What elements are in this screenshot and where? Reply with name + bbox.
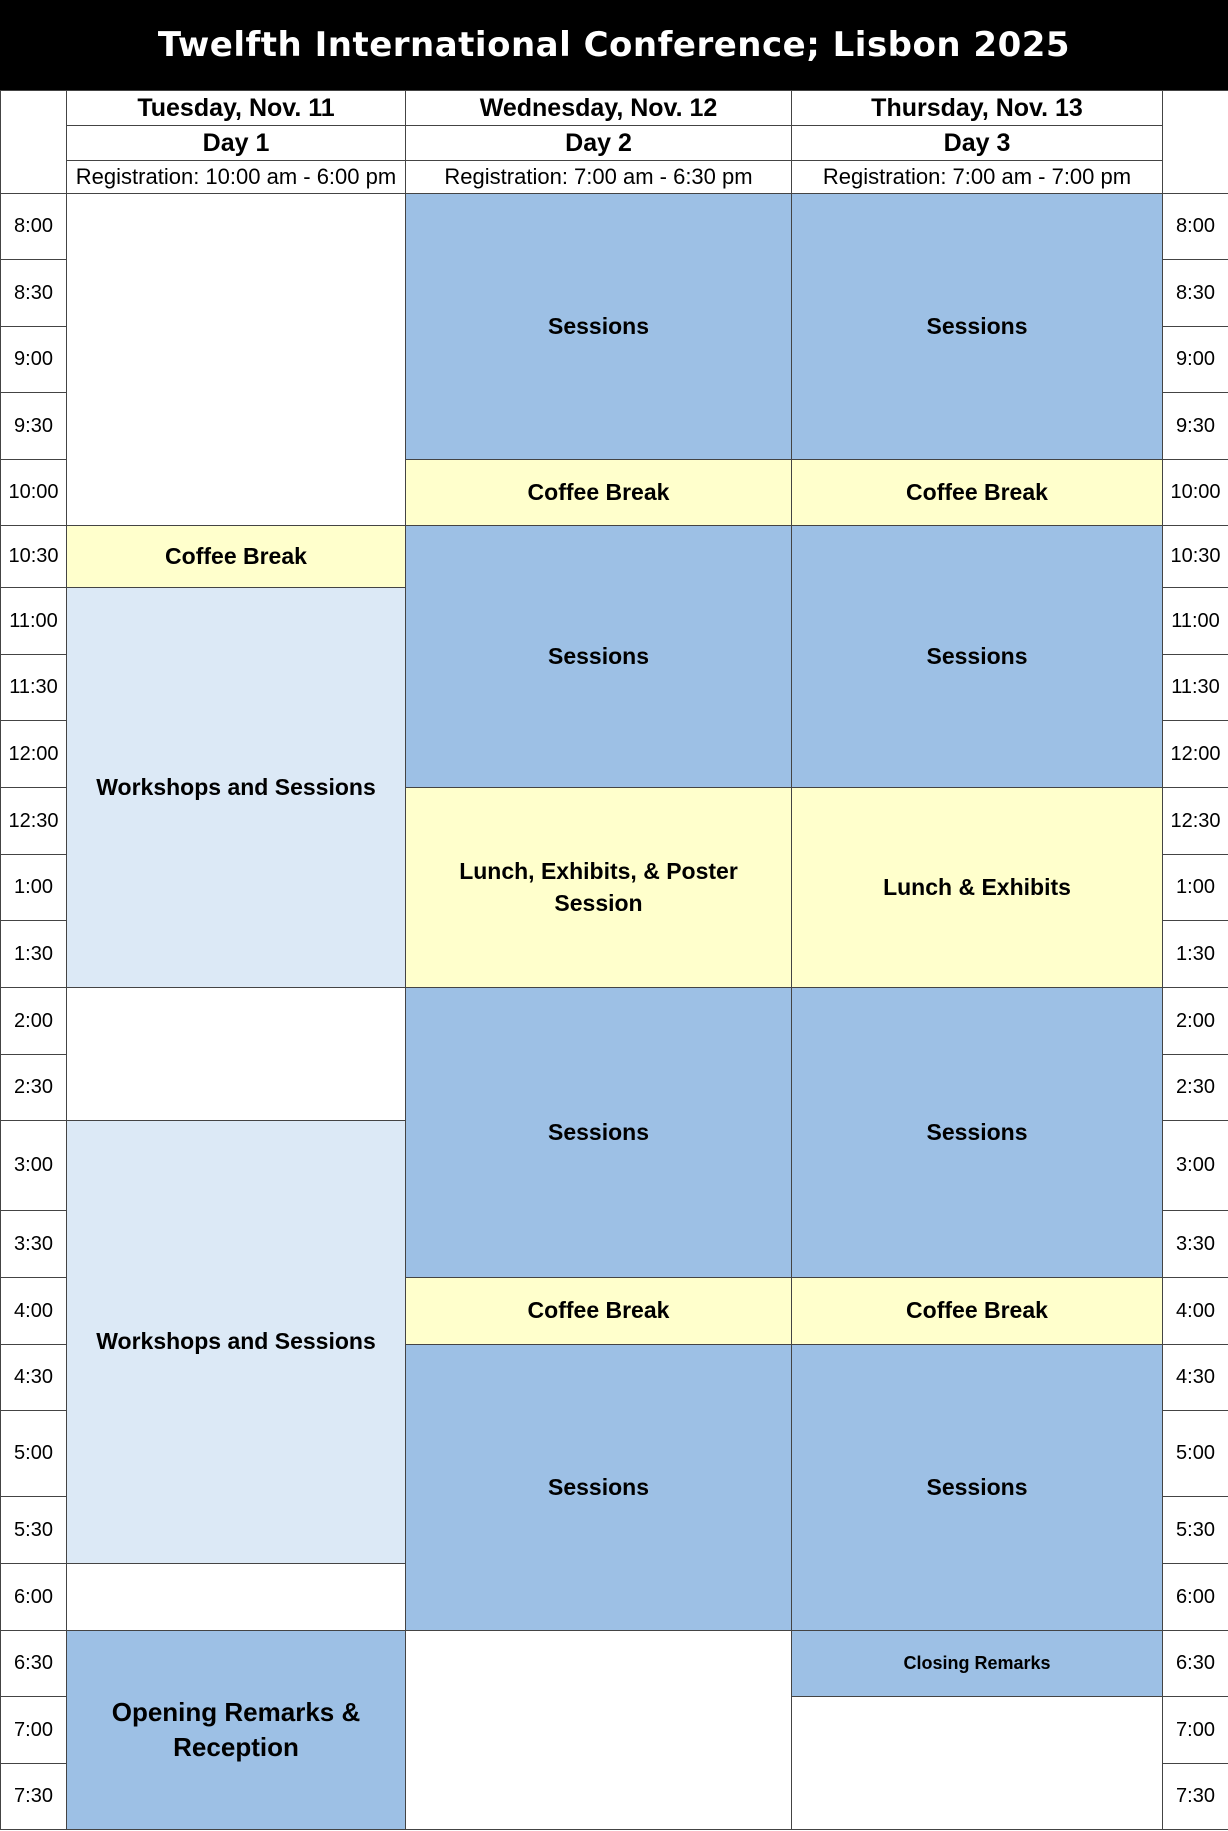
time-label-left-label: 9:30 (14, 414, 53, 437)
time-label-right-label: 8:00 (1176, 215, 1215, 237)
time-label-right-label: 10:30 (1170, 545, 1221, 567)
time-label-right-label: 11:30 (1171, 676, 1220, 698)
time-label-right-label: 4:00 (1176, 1299, 1215, 1322)
block-d2-lunch-label: Lunch, Exhibits, & Poster Session (459, 858, 738, 916)
day-2-registration-label: Registration: 7:00 am - 6:30 pm (444, 164, 753, 189)
time-label-right (1162, 1496, 1228, 1564)
time-label-left (0, 1496, 67, 1564)
time-label-right (1162, 326, 1228, 393)
time-label-right-label: 10:00 (1170, 481, 1221, 503)
time-label-left (0, 1410, 67, 1497)
time-label-left (0, 987, 67, 1055)
time-label-left (0, 1344, 67, 1411)
time-label-right (1162, 720, 1228, 788)
time-label-right (1162, 654, 1228, 721)
time-label-left (0, 1630, 67, 1697)
time-label-right (1162, 1630, 1228, 1697)
block-d2-sessions-2 (405, 525, 792, 788)
time-label-right (1162, 1344, 1228, 1411)
empty-slot (66, 193, 406, 526)
time-label-right-label: 4:30 (1176, 1366, 1215, 1388)
block-d2-coffee-2-label: Coffee Break (527, 1297, 670, 1324)
time-label-left (0, 326, 67, 393)
time-label-right (1162, 854, 1228, 921)
time-label-left (0, 654, 67, 721)
header-corner-right (1162, 90, 1228, 194)
time-label-right (1162, 1563, 1228, 1631)
day-3-registration-label: Registration: 7:00 am - 7:00 pm (822, 164, 1132, 189)
block-d1-opening-label: Opening Remarks & Reception (111, 1696, 361, 1762)
time-label-right (1162, 392, 1228, 460)
time-label-left (0, 259, 67, 327)
time-label-right-label: 12:00 (1170, 742, 1221, 765)
block-d3-coffee-2 (791, 1277, 1163, 1345)
time-label-right-label: 8:30 (1176, 281, 1215, 304)
time-label-left-label: 2:00 (14, 1009, 53, 1032)
block-d1-coffee (66, 525, 406, 588)
time-label-right-label: 6:00 (1176, 1585, 1215, 1608)
block-d2-sessions-4 (405, 1344, 792, 1631)
time-label-right-label: 1:30 (1176, 942, 1215, 965)
time-label-left-label: 10:30 (8, 545, 59, 567)
time-label-left (0, 1563, 67, 1631)
time-label-left-label: 7:00 (14, 1718, 53, 1741)
time-label-right-label: 2:30 (1176, 1076, 1215, 1098)
time-label-left-label: 5:00 (14, 1442, 53, 1464)
block-d2-lunch (405, 787, 792, 988)
block-d1-opening (66, 1630, 406, 1830)
time-label-left-label: 10:00 (8, 481, 59, 503)
block-d1-coffee-label: Coffee Break (165, 542, 307, 569)
time-label-right-label: 11:00 (1171, 609, 1220, 632)
time-label-left (0, 525, 67, 588)
block-d2-sessions-1 (405, 193, 792, 460)
day-3-label-label: Day 3 (943, 128, 1011, 157)
block-d3-closing (791, 1630, 1163, 1697)
time-label-right (1162, 259, 1228, 327)
conference-title-banner (0, 0, 1228, 90)
day-3-registration (791, 160, 1163, 194)
empty-slot (66, 987, 406, 1121)
day-2-date (405, 90, 792, 126)
time-label-right (1162, 525, 1228, 588)
block-d1-workshops-pm-label: Workshops and Sessions (96, 1328, 376, 1355)
time-label-right (1162, 920, 1228, 988)
day-1-label-label: Day 1 (202, 128, 270, 157)
time-label-right (1162, 1054, 1228, 1121)
time-label-left (0, 1696, 67, 1764)
block-d2-sessions-1-label: Sessions (548, 312, 649, 339)
block-d2-sessions-3-label: Sessions (548, 1118, 649, 1145)
time-label-left-label: 6:00 (14, 1585, 53, 1608)
time-label-right (1162, 193, 1228, 260)
day-1-date (66, 90, 406, 126)
time-label-left (0, 392, 67, 460)
block-d2-coffee-1-label: Coffee Break (527, 478, 670, 505)
block-d2-sessions-4-label: Sessions (548, 1473, 649, 1500)
time-label-left-label: 8:00 (14, 215, 53, 237)
block-d3-closing-label: Closing Remarks (903, 1653, 1051, 1674)
time-label-right-label: 9:00 (1176, 348, 1215, 370)
day-3-date (791, 90, 1163, 126)
day-1-label (66, 125, 406, 161)
conference-title: Twelfth International Conference; Lisbon 2025 (157, 25, 1071, 65)
time-label-right (1162, 1120, 1228, 1211)
time-label-left-label: 3:00 (14, 1154, 53, 1176)
block-d3-sessions-1 (791, 193, 1163, 460)
block-d3-sessions-4-label: Sessions (926, 1473, 1028, 1500)
time-label-right-label: 12:30 (1170, 809, 1221, 832)
time-label-left (0, 459, 67, 526)
time-label-right-label: 5:30 (1176, 1518, 1215, 1541)
time-label-right (1162, 1696, 1228, 1764)
block-d3-coffee-1 (791, 459, 1163, 526)
time-label-left (0, 1120, 67, 1211)
day-2-date-label: Wednesday, Nov. 12 (479, 93, 718, 122)
time-label-left-label: 4:00 (14, 1299, 53, 1322)
block-d3-sessions-2-label: Sessions (926, 642, 1028, 669)
time-label-right (1162, 1210, 1228, 1278)
time-label-right (1162, 787, 1228, 855)
time-label-left-label: 1:30 (14, 942, 53, 965)
time-label-right (1162, 1410, 1228, 1497)
header-corner-left (0, 90, 67, 194)
time-label-right (1162, 1277, 1228, 1345)
empty-slot (66, 1563, 406, 1631)
time-label-right-label: 9:30 (1176, 414, 1215, 437)
time-label-left (0, 587, 67, 655)
time-label-left-label: 1:00 (14, 876, 53, 898)
block-d3-coffee-1-label: Coffee Break (906, 478, 1048, 505)
day-2-registration (405, 160, 792, 194)
block-d3-sessions-2 (791, 525, 1163, 788)
time-label-left-label: 11:00 (9, 609, 58, 632)
block-d3-sessions-1-label: Sessions (926, 312, 1028, 339)
block-d3-coffee-2-label: Coffee Break (906, 1297, 1048, 1324)
time-label-left (0, 1210, 67, 1278)
block-d3-sessions-3 (791, 987, 1163, 1278)
day-3-label (791, 125, 1163, 161)
day-1-registration (66, 160, 406, 194)
block-d1-workshops-am-label: Workshops and Sessions (96, 773, 376, 800)
time-label-left-label: 11:30 (9, 676, 58, 698)
time-label-right (1162, 1763, 1228, 1830)
time-label-left-label: 3:30 (14, 1232, 53, 1255)
time-label-left-label: 4:30 (14, 1366, 53, 1388)
time-label-left-label: 12:30 (8, 809, 59, 832)
time-label-left (0, 854, 67, 921)
time-label-right-label: 7:00 (1176, 1718, 1215, 1741)
time-label-right-label: 5:00 (1176, 1442, 1215, 1464)
block-d2-sessions-3 (405, 987, 792, 1278)
block-d1-workshops-am (66, 587, 406, 988)
block-d1-workshops-pm (66, 1120, 406, 1564)
time-label-right (1162, 587, 1228, 655)
time-label-right-label: 3:00 (1176, 1154, 1215, 1176)
time-label-right-label: 7:30 (1176, 1785, 1215, 1807)
time-label-left-label: 7:30 (14, 1785, 53, 1807)
block-d3-sessions-4 (791, 1344, 1163, 1631)
empty-slot (405, 1630, 792, 1830)
time-label-left-label: 5:30 (14, 1518, 53, 1541)
time-label-left (0, 920, 67, 988)
time-label-left-label: 2:30 (14, 1076, 53, 1098)
time-label-left (0, 1054, 67, 1121)
block-d2-coffee-1 (405, 459, 792, 526)
time-label-left (0, 787, 67, 855)
block-d2-coffee-2 (405, 1277, 792, 1345)
time-label-left-label: 6:30 (14, 1652, 53, 1674)
time-label-right (1162, 459, 1228, 526)
block-d3-lunch-label: Lunch & Exhibits (883, 873, 1071, 900)
time-label-left (0, 1277, 67, 1345)
time-label-left-label: 8:30 (14, 281, 53, 304)
time-label-right-label: 1:00 (1176, 876, 1215, 898)
time-label-right-label: 6:30 (1176, 1652, 1215, 1674)
time-label-left (0, 1763, 67, 1830)
time-label-left-label: 12:00 (8, 742, 59, 765)
day-2-label (405, 125, 792, 161)
day-1-date-label: Tuesday, Nov. 11 (137, 93, 335, 122)
block-d3-sessions-3-label: Sessions (926, 1118, 1028, 1145)
day-1-registration-label: Registration: 10:00 am - 6:00 pm (75, 164, 397, 189)
empty-slot (791, 1696, 1163, 1830)
block-d2-sessions-2-label: Sessions (548, 642, 649, 669)
time-label-right-label: 3:30 (1176, 1232, 1215, 1255)
time-label-right-label: 2:00 (1176, 1009, 1215, 1032)
day-3-date-label: Thursday, Nov. 13 (871, 93, 1083, 122)
time-label-right (1162, 987, 1228, 1055)
time-label-left (0, 720, 67, 788)
time-label-left-label: 9:00 (14, 348, 53, 370)
block-d3-lunch (791, 787, 1163, 988)
time-label-left (0, 193, 67, 260)
day-2-label-label: Day 2 (565, 128, 632, 157)
